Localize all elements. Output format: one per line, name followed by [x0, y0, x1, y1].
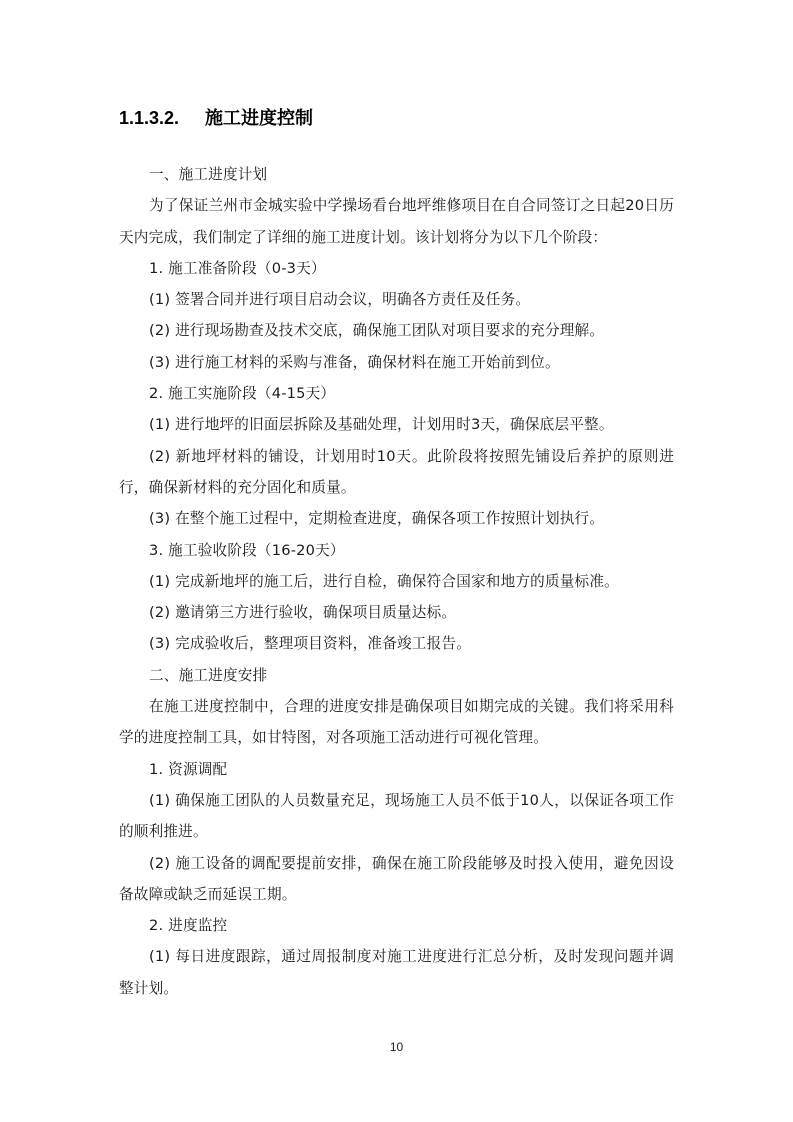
list-item: (2) 邀请第三方进行验收，确保项目质量达标。: [149, 604, 457, 622]
document-body: [119, 159, 674, 1004]
list-item: (3) 完成验收后，整理项目资料，准备竣工报告。: [149, 635, 471, 653]
list-heading-implementation: 2. 施工实施阶段（4-15天）: [149, 385, 336, 403]
subheading-arrangement: 二、施工进度安排: [149, 666, 268, 684]
section-heading: [119, 104, 313, 130]
page-number: 10: [389, 1040, 404, 1054]
list-heading-resources: 1. 资源调配: [149, 760, 228, 778]
list-item: (2) 新地坪材料的铺设，计划用时10天。此阶段将按照先铺设后养护的原则进行，确保新材料的充分固化和质量。: [119, 447, 674, 496]
list-heading-prep: 1. 施工准备阶段（0-3天）: [149, 259, 326, 277]
list-item: (1) 签署合同并进行项目启动会议，明确各方责任及任务。: [149, 291, 531, 309]
list-item: (2) 施工设备的调配要提前安排，确保在施工阶段能够及时投入使用，避免因设备故障或缺乏而延误工期。: [119, 854, 674, 903]
section-title: 施工进度控制: [205, 108, 313, 128]
list-item: (3) 进行施工材料的采购与准备，确保材料在施工开始前到位。: [149, 353, 560, 371]
paragraph-arrangement: 在施工进度控制中，合理的进度安排是确保项目如期完成的关键。我们将采用科学的进度控制工具，如甘特图，对各项施工活动进行可视化管理。: [119, 698, 674, 747]
section-number: 1.1.3.2.: [119, 108, 180, 128]
paragraph-intro: 为了保证兰州市金城实验中学操场看台地坪维修项目在自合同签订之日起20日历天内完成，我们制定了详细的施工进度计划。该计划将分为以下几个阶段：: [119, 197, 674, 246]
list-heading-monitoring: 2. 进度监控: [149, 917, 228, 935]
list-item: (1) 进行地坪的旧面层拆除及基础处理，计划用时3天，确保底层平整。: [149, 416, 614, 434]
subheading-plan: 一、施工进度计划: [149, 166, 268, 183]
list-item: (3) 在整个施工过程中，定期检查进度，确保各项工作按照计划执行。: [149, 510, 605, 528]
list-item: (2) 进行现场勘查及技术交底，确保施工团队对项目要求的充分理解。: [149, 322, 605, 340]
list-item: (1) 每日进度跟踪，通过周报制度对施工进度进行汇总分析，及时发现问题并调整计划。: [119, 948, 674, 997]
list-heading-acceptance: 3. 施工验收阶段（16-20天）: [149, 541, 345, 559]
list-item: (1) 完成新地坪的施工后，进行自检，确保符合国家和地方的质量标准。: [149, 572, 619, 590]
list-item: (1) 确保施工团队的人员数量充足，现场施工人员不低于10人，以保证各项工作的顺利推进。: [119, 791, 674, 841]
